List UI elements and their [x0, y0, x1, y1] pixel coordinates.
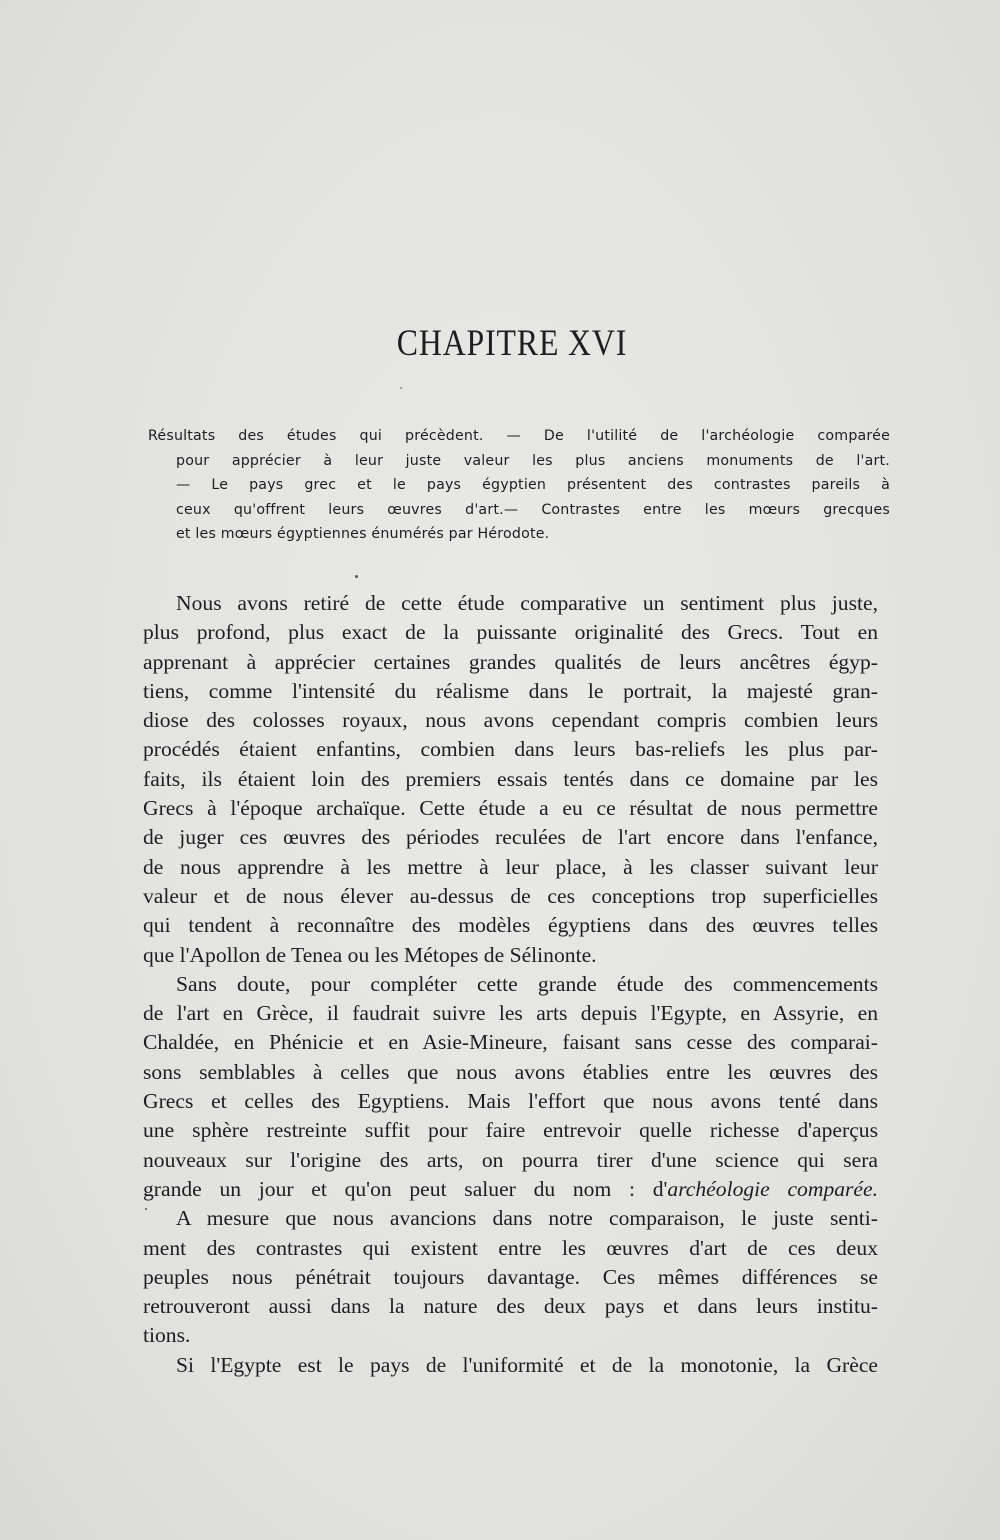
summary-line: pour apprécier à leur juste valeur les plus anciens monuments de l'art.	[176, 452, 890, 469]
body-line: Nous avons retiré de cette étude comparative un sentiment plus juste,	[176, 591, 878, 615]
body-line: tions.	[143, 1323, 191, 1348]
summary-line: ceux qu'offrent leurs œuvres d'art.— Contrastes entre les mœurs grecques	[176, 501, 890, 518]
body-line: de juger ces œuvres des périodes reculées de l'art encore dans l'enfance,	[143, 825, 878, 850]
body-line: peuples nous pénétrait toujours davantage. Ces mêmes différences se	[143, 1264, 878, 1289]
body-line: de nous apprendre à les mettre à leur place, à les classer suivant leur	[143, 854, 878, 879]
body-line: faits, ils étaient loin des premiers essais tentés dans ce domaine par les	[143, 766, 878, 791]
body-line: sons semblables à celles que nous avons établies entre les œuvres des	[143, 1059, 878, 1084]
body-line: ment des contrastes qui existent entre les œuvres d'art de ces deux	[143, 1235, 878, 1260]
body-line: Grecs et celles des Egyptiens. Mais l'effort que nous avons tenté dans	[143, 1089, 878, 1114]
print-speck	[145, 1208, 147, 1210]
body-line: Chaldée, en Phénicie et en Asie-Mineure, faisant sans cesse des comparai-	[143, 1030, 878, 1055]
chapter-title: CHAPITRE XVI	[396, 323, 628, 364]
body-line: Grecs à l'époque archaïque. Cette étude a eu ce résultat de nous permettre	[143, 796, 878, 821]
body-line-text: grande un jour et qu'on peut saluer du nom : d'	[143, 1176, 668, 1201]
body-line: une sphère restreinte suffit pour faire entrevoir quelle richesse d'aperçus	[143, 1118, 878, 1143]
body-line: Si l'Egypte est le pays de l'uniformité et de la monotonie, la Grèce	[176, 1352, 878, 1377]
body-line: diose des colosses royaux, nous avons cependant compris combien leurs	[143, 708, 878, 733]
body-line-with-term	[143, 1175, 878, 1204]
print-speck	[355, 575, 358, 578]
summary-line: Résultats des études qui précèdent. — De l'utilité de l'archéologie comparée	[148, 428, 890, 444]
body-line: tiens, comme l'intensité du réalisme dans le portrait, la majesté gran-	[143, 678, 878, 703]
summary-line: — Le pays grec et le pays égyptien présentent des contrastes pareils à	[176, 477, 890, 493]
body-line: nouveaux sur l'origine des arts, on pourra tirer d'une science qui sera	[143, 1147, 878, 1172]
body-line: que l'Apollon de Tenea ou les Métopes de Sélinonte.	[143, 942, 597, 967]
body-line: A mesure que nous avancions dans notre comparaison, le juste senti-	[176, 1206, 878, 1231]
print-speck	[400, 387, 402, 389]
body-line: Sans doute, pour compléter cette grande étude des commencements	[176, 971, 878, 996]
chapter-body	[143, 589, 878, 1380]
body-line: procédés étaient enfantins, combien dans leurs bas-reliefs les plus par-	[143, 737, 878, 762]
body-line: de l'art en Grèce, il faudrait suivre les arts depuis l'Egypte, en Assyrie, en	[143, 1001, 878, 1026]
body-line: valeur et de nous élever au-dessus de ces conceptions trop superficielles	[143, 883, 878, 908]
summary-line: et les mœurs égyptiennes énumérés par Hérodote.	[176, 526, 550, 542]
body-line: qui tendent à reconnaître des modèles égyptiens dans des œuvres telles	[143, 913, 878, 938]
body-line: plus profond, plus exact de la puissante originalité des Grecs. Tout en	[143, 620, 878, 645]
body-line: apprenant à apprécier certaines grandes qualités de leurs ancêtres égyp-	[143, 649, 878, 674]
chapter-summary	[148, 424, 890, 547]
italic-term: archéologie comparée.	[667, 1176, 879, 1201]
body-line: retrouveront aussi dans la nature des deux pays et dans leurs institu-	[143, 1294, 878, 1319]
